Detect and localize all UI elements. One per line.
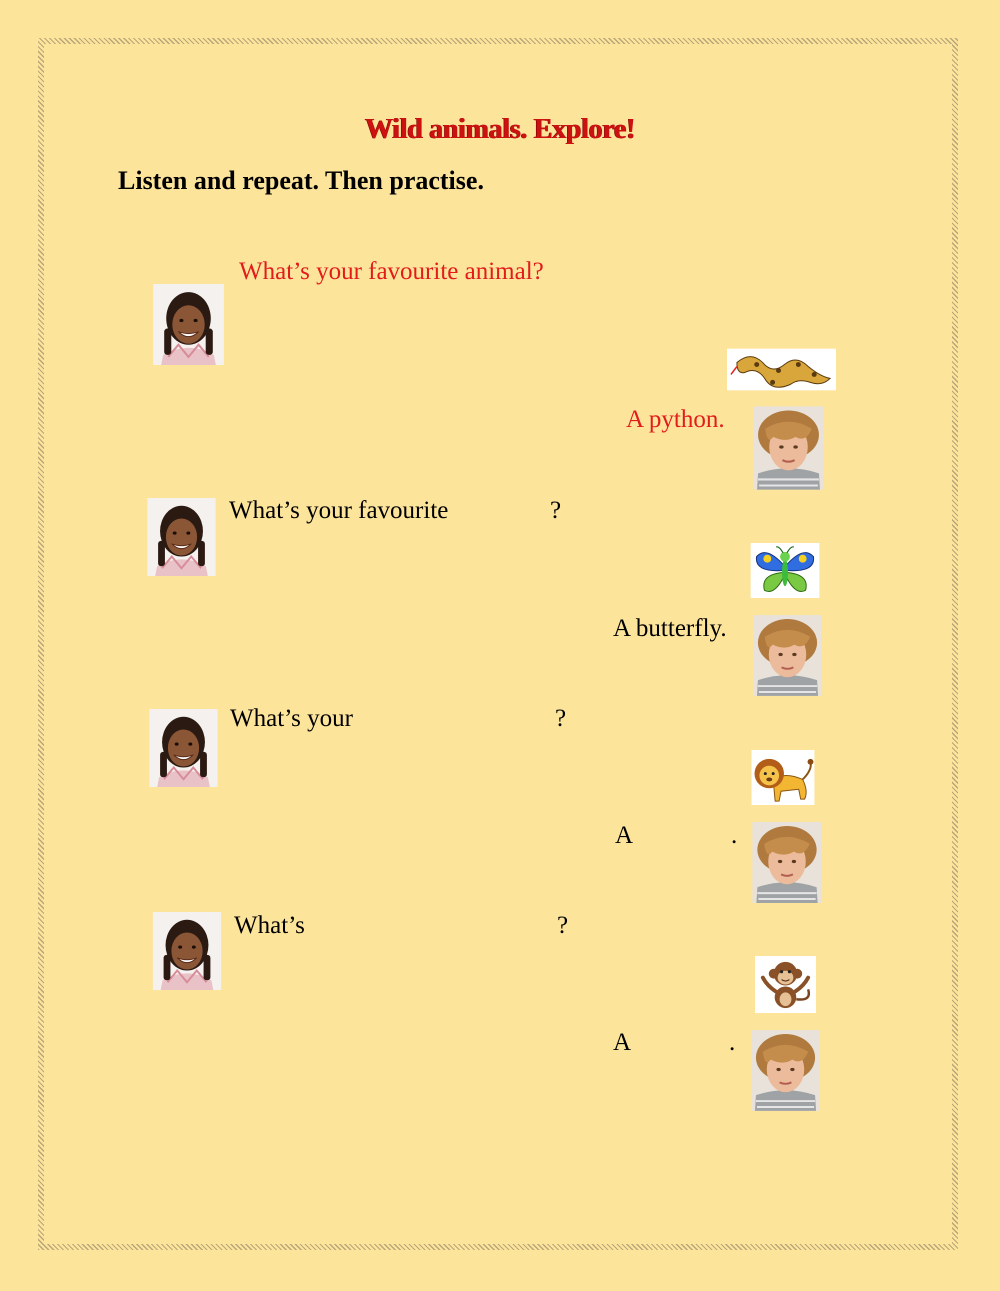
boy-photo bbox=[751, 1030, 820, 1111]
question-text: What’s bbox=[234, 912, 305, 939]
butterfly-icon bbox=[750, 543, 820, 598]
instruction-text: Listen and repeat. Then practise. bbox=[118, 166, 484, 195]
boy-photo bbox=[753, 615, 822, 696]
answer-period: . bbox=[731, 822, 738, 849]
lion-icon bbox=[751, 750, 815, 805]
question-mark: ? bbox=[557, 912, 569, 939]
answer-text: A butterfly. bbox=[613, 615, 727, 642]
answer-text: A python. bbox=[626, 406, 725, 433]
girl-photo bbox=[152, 912, 222, 990]
question-text: What’s your bbox=[230, 705, 353, 732]
question-text: What’s your favourite animal? bbox=[239, 258, 544, 285]
python-icon bbox=[727, 348, 836, 391]
boy-photo bbox=[753, 406, 824, 490]
monkey-icon bbox=[755, 956, 816, 1013]
answer-period: . bbox=[729, 1029, 736, 1056]
question-mark: ? bbox=[550, 497, 562, 524]
boy-photo bbox=[752, 822, 822, 903]
question-mark: ? bbox=[555, 705, 567, 732]
question-text: What’s your favourite bbox=[229, 497, 449, 524]
girl-photo bbox=[152, 284, 225, 365]
girl-photo bbox=[149, 709, 218, 787]
page-title: Wild animals. Explore! bbox=[364, 114, 636, 145]
answer-text: A bbox=[613, 1029, 632, 1056]
answer-text: A bbox=[615, 822, 634, 849]
girl-photo bbox=[147, 498, 216, 576]
